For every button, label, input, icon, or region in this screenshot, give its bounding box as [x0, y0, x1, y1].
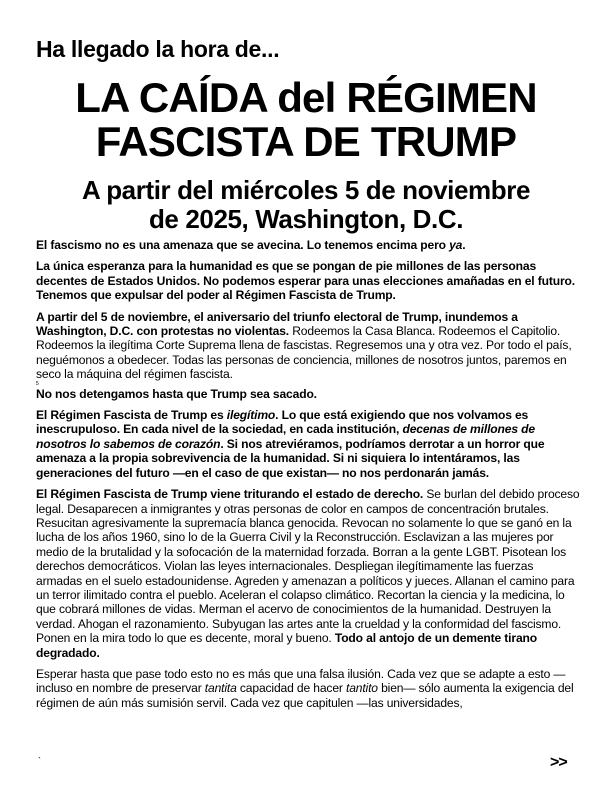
kicker-heading: Ha llegado la hora de... — [36, 36, 280, 62]
paragraph-3-text: Rodeemos la Casa Blanca. Rodeemos el Capitolio. Rodeemos la ilegítima Corte Suprema llena de fascistas. Regresemos una y otra vez. Por todo el país, neguémonos a obedecer. Todas las personas de conciencia, millones de nosotros juntos, paremos en seco la máquina del régimen fascista. — [36, 324, 572, 382]
paragraph-1-emphasis: ya — [449, 238, 463, 252]
paragraph-7-e: bien— sólo aumenta la exigencia del régimen de aún más sumisión servil. Cada vez que capitulen —las universidades, — [36, 681, 574, 710]
footnote-marker: 5 — [36, 380, 39, 387]
paragraph-2-text: La única esperanza para la humanidad es que se pongan de pie millones de las personas decentes de Estados Unidos. No podemos esperar para unas elecciones amañadas en el futuro. Tenemos que expulsar del poder al Régimen Fascista de Trump. — [36, 259, 575, 303]
paragraph-7-c: capacidad de hacer — [236, 681, 346, 696]
stray-mark: ` — [38, 756, 41, 766]
paragraph-5-c: . Lo que está exigiendo que nos volvamos es inescrupuloso. En cada nivel de la sociedad, en cada institución, — [36, 408, 529, 437]
paragraph-5-b: ilegítimo — [226, 408, 276, 423]
paragraph-5-e: . Si nos atreviéramos, podríamos derrotar a un horror que amenaza a la propia sobrevivencia de la humanidad. Si ni siquiera lo intentáramos, las generaciones del futuro —en el caso de que existan— no nos perdonarán jamás. — [36, 436, 545, 480]
paragraph-7-b: tantita — [204, 681, 237, 696]
main-title — [0, 76, 612, 164]
paragraph-1-text: El fascismo no es una amenaza que se avecina. Lo tenemos encima pero — [36, 238, 450, 252]
subtitle-line-2: de 2025, Washington, D.C. — [148, 204, 464, 234]
paragraph-1-end: . — [462, 238, 466, 252]
paragraph-5-a: El Régimen Fascista de Trump es — [36, 408, 227, 423]
paragraph-5-d: decenas de millones de nosotros lo sabemos de corazón — [36, 422, 535, 451]
paragraph-illegitimate — [36, 408, 580, 480]
paragraph-7-a: Esperar hasta que pase todo esto no es más que una falsa ilusión. Cada vez que se adapte a esto —incluso en nombre de preservar — [36, 666, 566, 696]
date-location-subtitle — [0, 176, 612, 234]
paragraph-4-text: No nos detengamos hasta que Trump sea sacado. — [36, 386, 317, 401]
paragraph-3-bold: A partir del 5 de noviembre, el aniversario del triunfo electoral de Trump, inundemos a Washington, D.C. con protestas no violentas. — [36, 309, 518, 339]
body-text — [36, 238, 580, 717]
subtitle-line-1: A partir del miércoles 5 de noviembre — [81, 175, 531, 205]
paragraph-6-end: Todo al antojo de un demente tirano degradado. — [36, 631, 537, 660]
paragraph-november-5 — [36, 310, 580, 382]
next-page-arrow[interactable]: >> — [550, 754, 567, 771]
paragraph-7-d: tantito — [345, 681, 378, 696]
paragraph-6-text: Se burlan del debido proceso legal. Desaparecen a inmigrantes y otras personas de color en campos de concentración brutales. Resucitan agresivamente la supremacía blanca genocida. Revocan no solamente lo que se ganó en la lucha de los años 1960, sino lo de la Guerra Civil y la Reconstrucción. Esclavizan a las mujeres por medio de la brutalidad y la sofocación de la maternidad forzada. Borran a la gente LGBT. Pisotean los derechos democráticos. Violan las leyes internacionales. Despliegan ilegítimamente las fuerzas armadas en el suelo estadounidense. Agreden y amenazan a políticos y jueces. Allanan el camino para un terror ilimitado contra el pueblo. Aceleran el colapso climático. Recortan la ciencia y la medicina, lo que cobrará millones de vidas. Merman el acervo de conocimientos de la humanidad. Destruyen la verdad. Ahogan el razonamiento. Subyugan las artes ante la crueldad y la conformidad del fascismo. Ponen en la mira todo lo que es decente, moral y bueno. — [36, 487, 580, 646]
paragraph-dont-stop — [36, 387, 580, 401]
main-title-line-2: FASCISTA DE TRUMP — [95, 118, 517, 165]
paragraph-only-hope — [36, 259, 580, 302]
paragraph-fascism-threat — [36, 238, 580, 252]
main-title-line-1: LA CAÍDA del RÉGIMEN — [75, 74, 537, 121]
paragraph-rule-of-law — [36, 487, 580, 660]
paragraph-6-bold: El Régimen Fascista de Trump viene triturando el estado de derecho. — [36, 487, 424, 502]
paragraph-false-illusion — [36, 667, 580, 710]
